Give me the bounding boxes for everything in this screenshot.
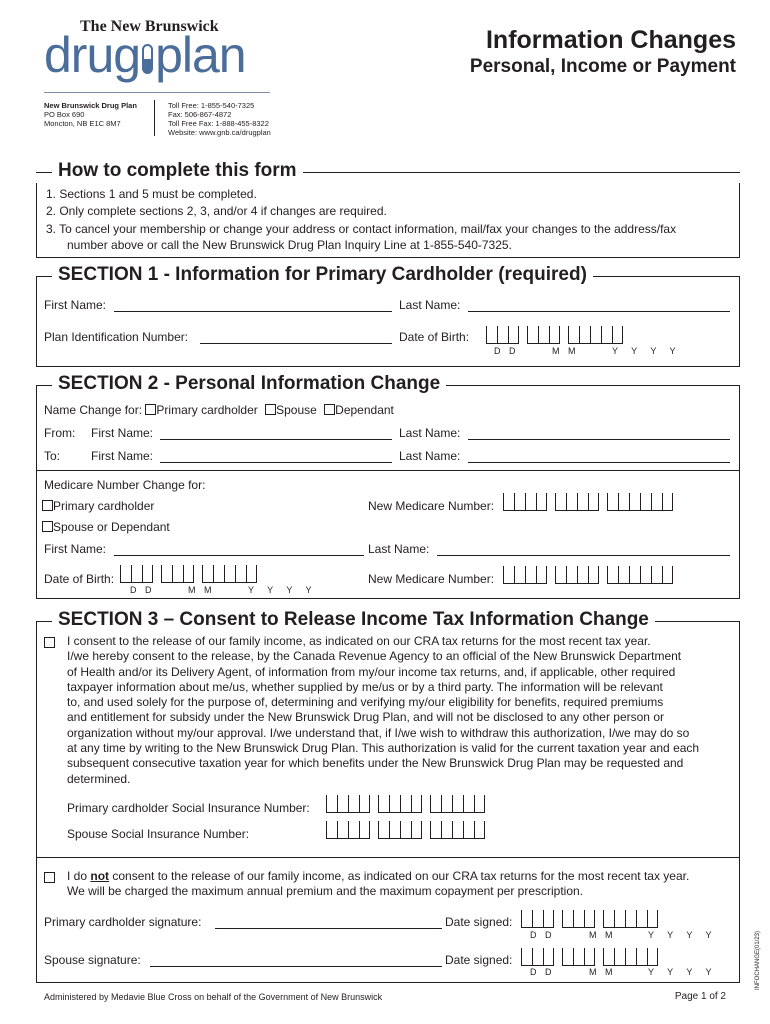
digit-box[interactable] (625, 910, 636, 928)
digit-box[interactable] (474, 821, 485, 839)
digit-box[interactable] (525, 493, 536, 511)
consent-line: subsequent consecutive taxation year for which benefits under the New Brunswick Drug Plan may be requested and (67, 756, 684, 771)
how-item-3-cont: number above or call the New Brunswick Drug Plan Inquiry Line at 1-855-540-7325. (67, 238, 512, 252)
how-item-1: 1. Sections 1 and 5 must be completed. (46, 187, 257, 201)
form-code: INFOCHANGE(01/23) (755, 930, 761, 990)
med-dob-mm: M M (188, 585, 212, 595)
sig2-label: Spouse signature: (44, 953, 141, 967)
digit-group (562, 948, 595, 966)
digit-box[interactable] (213, 565, 224, 583)
digit-box[interactable] (603, 948, 614, 966)
digit-box[interactable] (246, 565, 257, 583)
consent-line: to, and used solely for the purpose of, determining and verifying my/our eligibility for benefits, required premiums (67, 695, 664, 710)
no-consent-text (67, 869, 689, 900)
logo-left: drug (44, 27, 141, 83)
digit-box[interactable] (452, 821, 463, 839)
from-last-label: Last Name: (399, 426, 461, 440)
address-divider (154, 100, 155, 136)
s1-last-label: Last Name: (399, 298, 461, 312)
medicare-label: Medicare Number Change for: (44, 478, 206, 492)
logo-right: plan (155, 27, 246, 83)
section1-heading: SECTION 1 - Information for Primary Cardholder (required) (52, 264, 593, 286)
digit-box[interactable] (607, 493, 618, 511)
digit-box[interactable] (618, 493, 629, 511)
digit-group (607, 566, 673, 584)
digit-box[interactable] (337, 795, 348, 813)
digit-group (527, 326, 560, 344)
digit-box[interactable] (389, 821, 400, 839)
digit-group (378, 821, 422, 839)
digit-box[interactable] (337, 821, 348, 839)
digit-box[interactable] (497, 326, 508, 344)
digit-box[interactable] (562, 948, 573, 966)
date2-field[interactable] (521, 948, 666, 966)
section3-divider (36, 857, 740, 858)
medicare-spouse (42, 520, 170, 534)
date2-label: Date signed: (445, 953, 513, 967)
digit-box[interactable] (131, 565, 142, 583)
digit-box[interactable] (172, 565, 183, 583)
to-first-label: First Name: (91, 449, 154, 463)
med-dob-dd: D D (130, 585, 152, 595)
digit-box[interactable] (514, 493, 525, 511)
consent-line: of Health and/or its Delivery Agent, of information from my/our income tax returns, and, if applicable, other required (67, 664, 676, 679)
digit-group (603, 948, 658, 966)
s1-first-name-field[interactable] (114, 311, 392, 312)
logo (44, 26, 246, 84)
form-title: Information Changes (485, 26, 736, 54)
digit-box[interactable] (378, 795, 389, 813)
website: Website: www.gnb.ca/drugplan (168, 128, 271, 137)
opt-spouse: Spouse (276, 403, 317, 417)
page-number: Page 1 of 2 (674, 991, 726, 1002)
digit-box[interactable] (662, 493, 673, 511)
digit-group (430, 821, 485, 839)
how-item-3: 3. To cancel your membership or change your address or contact information, mail/fax your changes to the address/fax (46, 222, 677, 236)
digit-box[interactable] (584, 910, 595, 928)
digit-box[interactable] (640, 566, 651, 584)
digit-box[interactable] (120, 565, 131, 583)
digit-box[interactable] (573, 910, 584, 928)
digit-box[interactable] (618, 566, 629, 584)
digit-box[interactable] (536, 566, 547, 584)
s1-last-name-field[interactable] (468, 311, 730, 312)
digit-box[interactable] (521, 948, 532, 966)
date1-field[interactable] (521, 910, 666, 928)
digit-box[interactable] (647, 910, 658, 928)
cb-consent[interactable] (44, 637, 55, 648)
addr-line1: PO Box 690 (44, 110, 85, 119)
digit-box[interactable] (359, 821, 370, 839)
toll-free-fax: Toll Free Fax: 1-888-455-8322 (168, 119, 269, 128)
digit-box[interactable] (555, 566, 566, 584)
fax: Fax: 506-867-4872 (168, 110, 232, 119)
consent-line: I/we hereby consent to the release, by the Canada Revenue Agency to an official of the New Brunswick Department (67, 649, 682, 664)
digit-box[interactable] (577, 493, 588, 511)
s1-dob-dd: D D (494, 346, 516, 356)
digit-group (161, 565, 194, 583)
digit-box[interactable] (538, 326, 549, 344)
digit-box[interactable] (411, 795, 422, 813)
consent-line: determined. (67, 771, 131, 786)
digit-box[interactable] (629, 566, 640, 584)
to-last-field[interactable] (468, 462, 730, 463)
date2-dd: D D (530, 967, 552, 977)
digit-box[interactable] (378, 821, 389, 839)
to-last-label: Last Name: (399, 449, 461, 463)
digit-box[interactable] (607, 566, 618, 584)
cb-spouse[interactable] (265, 404, 276, 415)
s1-dob-yyyy: Y Y Y Y (612, 346, 676, 356)
logo-divider (44, 92, 270, 93)
logo-top-text: The New Brunswick (80, 18, 219, 35)
digit-box[interactable] (411, 821, 422, 839)
cb-medicare-spouse[interactable] (42, 521, 53, 532)
digit-box[interactable] (640, 493, 651, 511)
section2-heading: SECTION 2 - Personal Information Change (52, 373, 446, 395)
pill-icon (142, 44, 153, 74)
digit-box[interactable] (400, 795, 411, 813)
digit-box[interactable] (636, 910, 647, 928)
medicare-primary-label: Primary cardholder (53, 499, 155, 513)
no-consent-line1 (67, 869, 689, 884)
med-dob-field[interactable] (120, 565, 265, 583)
how-heading: How to complete this form (52, 160, 303, 182)
digit-box[interactable] (463, 795, 474, 813)
to-first-field[interactable] (160, 462, 392, 463)
name-change-for: Name Change for: (44, 403, 143, 417)
med-last-label: Last Name: (368, 542, 430, 556)
digit-box[interactable] (486, 326, 497, 344)
digit-box[interactable] (536, 493, 547, 511)
digit-box[interactable] (651, 566, 662, 584)
no-consent-not: not (90, 869, 110, 883)
cb-dependant[interactable] (324, 404, 335, 415)
digit-box[interactable] (503, 493, 514, 511)
from-last-field[interactable] (468, 439, 730, 440)
consent-text (67, 634, 699, 787)
new-medicare-label-1: New Medicare Number: (368, 499, 495, 513)
digit-box[interactable] (463, 821, 474, 839)
digit-box[interactable] (474, 795, 485, 813)
addr-line2: Moncton, NB E1C 8M7 (44, 119, 121, 128)
digit-box[interactable] (636, 948, 647, 966)
digit-group (430, 795, 485, 813)
sin1-label: Primary cardholder Social Insurance Number: (67, 801, 310, 815)
digit-box[interactable] (614, 948, 625, 966)
digit-box[interactable] (584, 948, 595, 966)
digit-group (562, 910, 595, 928)
s1-plan-id-field[interactable] (200, 343, 392, 344)
digit-box[interactable] (452, 795, 463, 813)
digit-box[interactable] (441, 795, 452, 813)
digit-group (568, 326, 623, 344)
digit-box[interactable] (430, 821, 441, 839)
date1-label: Date signed: (445, 915, 513, 929)
opt-primary: Primary cardholder (156, 403, 258, 417)
sig2-field[interactable] (150, 966, 442, 967)
digit-box[interactable] (568, 326, 579, 344)
from-label: From: (44, 426, 76, 440)
sin2-label: Spouse Social Insurance Number: (67, 827, 250, 841)
mailing-address (44, 101, 137, 128)
date2-yyyy: Y Y Y Y (648, 967, 712, 977)
digit-box[interactable] (400, 821, 411, 839)
digit-box[interactable] (183, 565, 194, 583)
digit-box[interactable] (549, 326, 560, 344)
s1-dob-label: Date of Birth: (399, 330, 470, 344)
digit-box[interactable] (532, 910, 543, 928)
digit-group (521, 910, 554, 928)
from-first-label: First Name: (91, 426, 154, 440)
no-consent-pre: I do (67, 869, 91, 883)
digit-box[interactable] (503, 566, 514, 584)
digit-box[interactable] (579, 326, 590, 344)
digit-box[interactable] (566, 493, 577, 511)
digit-box[interactable] (514, 566, 525, 584)
name-change-label (44, 403, 394, 417)
opt-dependant: Dependant (335, 403, 394, 417)
date1-dd: D D (530, 930, 552, 940)
digit-group (202, 565, 257, 583)
section2-divider (36, 470, 740, 471)
digit-box[interactable] (562, 910, 573, 928)
date1-yyyy: Y Y Y Y (648, 930, 712, 940)
consent-line: taxpayer information about me/us, whether supplied by me/us or by a third party. The information will be relevant (67, 679, 663, 694)
sig1-field[interactable] (215, 928, 442, 929)
consent-line: I consent to the release of our family income, as indicated on our CRA tax returns for the most recent tax year. (67, 634, 651, 648)
digit-group (503, 493, 547, 511)
digit-box[interactable] (555, 493, 566, 511)
no-consent-line2: We will be charged the maximum annual premium and the maximum copayment per prescription. (67, 884, 584, 899)
section3-heading: SECTION 3 – Consent to Release Income Tax Information Change (52, 609, 655, 631)
date1-mm: M M (589, 930, 613, 940)
med-last-field[interactable] (437, 555, 730, 556)
digit-box[interactable] (441, 821, 452, 839)
digit-box[interactable] (612, 326, 623, 344)
form-subtitle: Personal, Income or Payment (469, 56, 736, 77)
digit-box[interactable] (326, 795, 337, 813)
org-name: New Brunswick Drug Plan (44, 101, 137, 110)
digit-group (521, 948, 554, 966)
from-first-field[interactable] (160, 439, 392, 440)
to-label: To: (44, 449, 61, 463)
digit-box[interactable] (202, 565, 213, 583)
toll-free: Toll Free: 1-855-540-7325 (168, 101, 255, 110)
digit-box[interactable] (527, 326, 538, 344)
new-medicare-field-2[interactable] (503, 566, 681, 584)
digit-box[interactable] (662, 566, 673, 584)
digit-box[interactable] (359, 795, 370, 813)
digit-group (378, 795, 422, 813)
new-medicare-field-1[interactable] (503, 493, 681, 511)
medicare-spouse-label: Spouse or Dependant (53, 520, 170, 534)
date2-mm: M M (589, 967, 613, 977)
digit-box[interactable] (508, 326, 519, 344)
cb-no-consent[interactable] (44, 872, 55, 883)
s1-first-label: First Name: (44, 298, 107, 312)
digit-box[interactable] (647, 948, 658, 966)
footer-admin: Administered by Medavie Blue Cross on behalf of the Government of New Brunswick (44, 992, 383, 1002)
digit-group (603, 910, 658, 928)
med-first-field[interactable] (114, 555, 364, 556)
digit-box[interactable] (566, 566, 577, 584)
medicare-primary (42, 499, 154, 513)
sin2-field[interactable] (326, 821, 493, 839)
digit-group (326, 795, 370, 813)
digit-group (120, 565, 153, 583)
digit-box[interactable] (601, 326, 612, 344)
digit-group (486, 326, 519, 344)
cb-medicare-primary[interactable] (42, 500, 53, 511)
no-consent-post: consent to the release of our family income, as indicated on our CRA tax returns for the most recent tax year. (109, 869, 690, 883)
digit-group (555, 493, 599, 511)
sin1-field[interactable] (326, 795, 493, 813)
s1-dob-mm: M M (552, 346, 576, 356)
digit-box[interactable] (348, 821, 359, 839)
new-medicare-label-2: New Medicare Number: (368, 572, 495, 586)
digit-box[interactable] (348, 795, 359, 813)
digit-box[interactable] (532, 948, 543, 966)
s1-dob-field[interactable] (486, 326, 631, 344)
digit-group (503, 566, 547, 584)
digit-box[interactable] (389, 795, 400, 813)
digit-box[interactable] (629, 493, 640, 511)
digit-box[interactable] (525, 566, 536, 584)
digit-box[interactable] (326, 821, 337, 839)
consent-line: organization without my/our approval. I/we understand that, if I/we wish to withdraw this authorization, I/we may do so (67, 725, 690, 740)
digit-box[interactable] (161, 565, 172, 583)
digit-box[interactable] (142, 565, 153, 583)
digit-box[interactable] (590, 326, 601, 344)
cb-primary-cardholder[interactable] (145, 404, 156, 415)
digit-group (607, 493, 673, 511)
consent-line: at any time by writing to the New Brunswick Drug Plan. This authorization is valid for the current taxation year and each (67, 741, 700, 756)
digit-box[interactable] (588, 566, 599, 584)
consent-line: and entitlement for subsidy under the New Brunswick Drug Plan, and will not be disclosed to any other person or (67, 710, 664, 725)
digit-box[interactable] (430, 795, 441, 813)
med-dob-label: Date of Birth: (44, 572, 115, 586)
digit-box[interactable] (614, 910, 625, 928)
med-dob-yyyy: Y Y Y Y (248, 585, 312, 595)
contact-info (168, 101, 271, 137)
digit-group (555, 566, 599, 584)
digit-box[interactable] (603, 910, 614, 928)
digit-box[interactable] (543, 948, 554, 966)
digit-box[interactable] (521, 910, 532, 928)
digit-box[interactable] (625, 948, 636, 966)
s1-plan-label: Plan Identification Number: (44, 330, 189, 344)
digit-box[interactable] (543, 910, 554, 928)
digit-box[interactable] (651, 493, 662, 511)
digit-box[interactable] (588, 493, 599, 511)
digit-box[interactable] (573, 948, 584, 966)
digit-box[interactable] (577, 566, 588, 584)
digit-group (326, 821, 370, 839)
digit-box[interactable] (235, 565, 246, 583)
how-item-2: 2. Only complete sections 2, 3, and/or 4 if changes are required. (46, 204, 387, 218)
digit-box[interactable] (224, 565, 235, 583)
med-first-label: First Name: (44, 542, 107, 556)
sig1-label: Primary cardholder signature: (44, 915, 202, 929)
